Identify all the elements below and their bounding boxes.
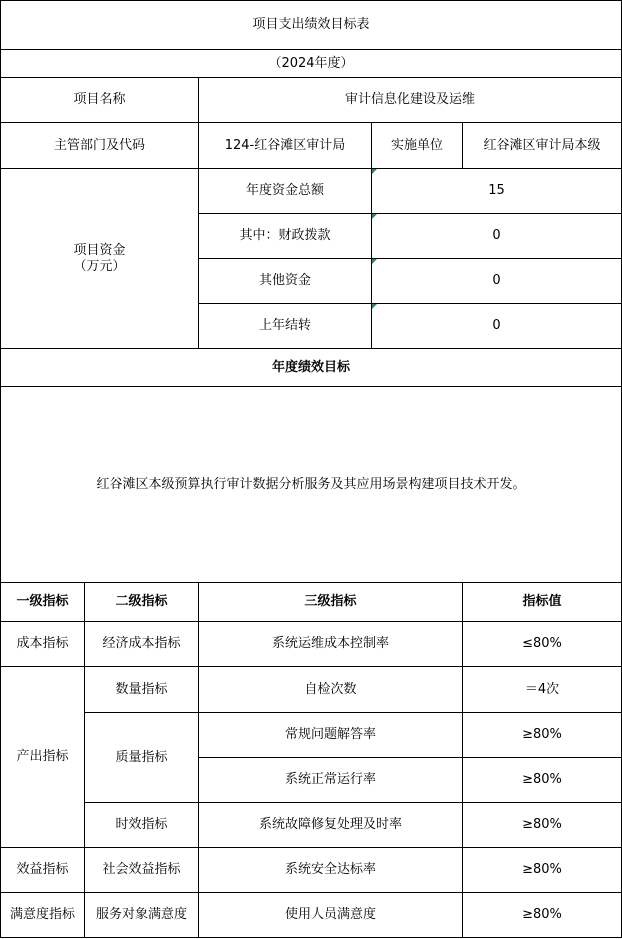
level2-timeliness: 时效指标 <box>85 803 199 848</box>
project-name-value: 审计信息化建设及运维 <box>199 78 622 123</box>
indicator-value: ≤80% <box>463 622 622 667</box>
level1-cost: 成本指标 <box>1 622 85 667</box>
funds-row-label: 上年结转 <box>199 304 372 349</box>
dept-label: 主管部门及代码 <box>1 123 199 169</box>
header-value: 指标值 <box>463 583 622 622</box>
indicator-value: ≥80% <box>463 893 622 938</box>
indicator-name: 系统安全达标率 <box>199 848 463 893</box>
level2-social-benefit: 社会效益指标 <box>85 848 199 893</box>
header-level1: 一级指标 <box>1 583 85 622</box>
annual-goal-text: 红谷滩区本级预算执行审计数据分析服务及其应用场景构建项目技术开发。 <box>1 387 622 583</box>
indicator-value: ≥80% <box>463 713 622 758</box>
dept-value: 124-红谷滩区审计局 <box>199 123 372 169</box>
level2-service-satisfaction: 服务对象满意度 <box>85 893 199 938</box>
level1-satisfaction: 满意度指标 <box>1 893 85 938</box>
indicator-name: 自检次数 <box>199 667 463 713</box>
level2-quality: 质量指标 <box>85 713 199 803</box>
funds-row-label: 年度资金总额 <box>199 169 372 214</box>
level1-output: 产出指标 <box>1 667 85 848</box>
indicator-name: 系统故障修复处理及时率 <box>199 803 463 848</box>
indicator-name: 系统正常运行率 <box>199 758 463 803</box>
indicator-name: 使用人员满意度 <box>199 893 463 938</box>
indicator-name: 系统运维成本控制率 <box>199 622 463 667</box>
funds-row-value: 15 <box>372 169 622 214</box>
funds-row-value: 0 <box>372 214 622 259</box>
impl-unit-label: 实施单位 <box>372 123 463 169</box>
funds-label-cell <box>1 169 199 349</box>
annual-goal-header: 年度绩效目标 <box>1 349 622 387</box>
funds-row-label: 其中：财政拨款 <box>199 214 372 259</box>
indicator-value: ＝4次 <box>463 667 622 713</box>
funds-unit: （万元） <box>73 258 126 274</box>
indicator-value: ≥80% <box>463 848 622 893</box>
level2-economic-cost: 经济成本指标 <box>85 622 199 667</box>
indicator-value: ≥80% <box>463 803 622 848</box>
level1-benefit: 效益指标 <box>1 848 85 893</box>
project-name-label: 项目名称 <box>1 78 199 123</box>
impl-unit-value: 红谷滩区审计局本级 <box>463 123 622 169</box>
page-title: 项目支出绩效目标表 <box>1 1 622 50</box>
funds-row-label: 其他资金 <box>199 259 372 304</box>
indicator-value: ≥80% <box>463 758 622 803</box>
year-label: （2024年度） <box>1 50 622 78</box>
funds-label: 项目资金 <box>73 242 126 258</box>
header-level2: 二级指标 <box>85 583 199 622</box>
funds-row-value: 0 <box>372 304 622 349</box>
header-level3: 三级指标 <box>199 583 463 622</box>
indicator-name: 常规问题解答率 <box>199 713 463 758</box>
funds-row-value: 0 <box>372 259 622 304</box>
level2-quantity: 数量指标 <box>85 667 199 713</box>
